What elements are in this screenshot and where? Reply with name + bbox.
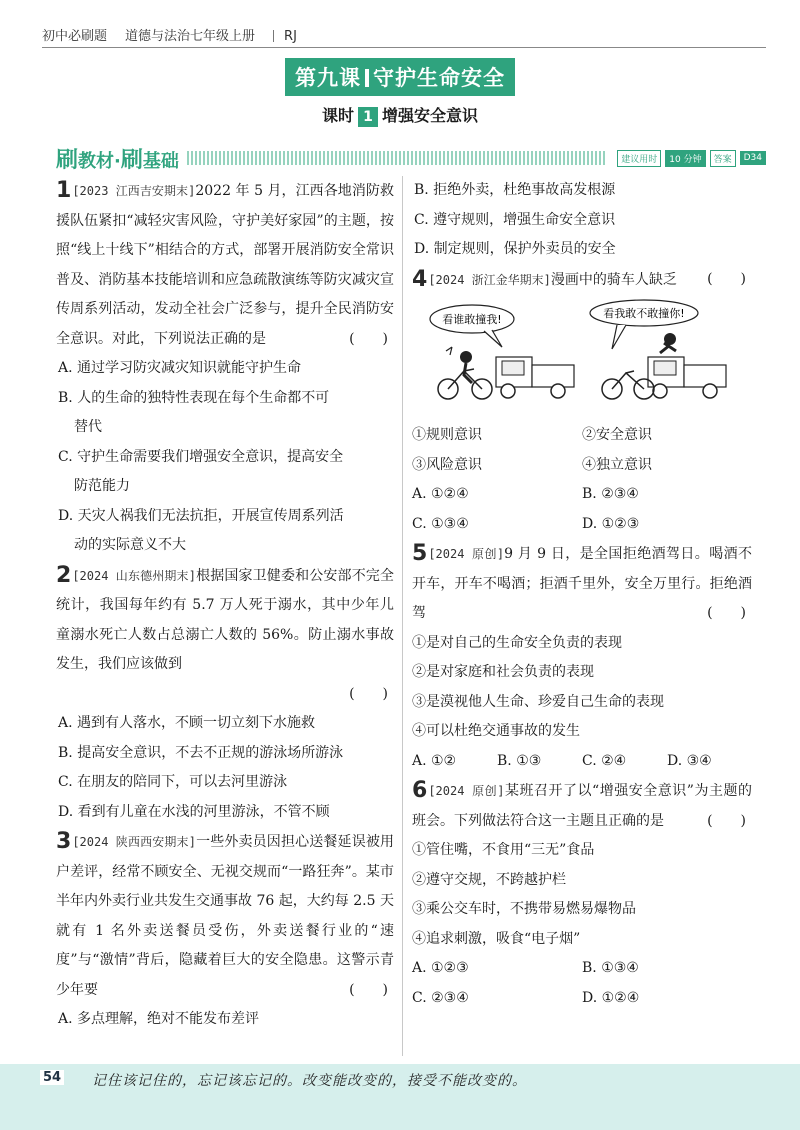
question-6-stem	[412, 776, 752, 836]
answer-page: D34	[740, 151, 766, 165]
period-number: 1	[358, 107, 378, 127]
question-text: 2022 年 5 月，江西各地消防救援队伍紧扣“减轻灾害风险，守护美好家园”的主题，按照“线上十线下”相结合的方式，部署开展消防安全常识普及、消防基本技能培训和应急疏散演练等防灾减灾宣传周系列活动，发动全社会广泛参与，提升全民消防安全意识。对此，下列说法正确的是	[56, 183, 394, 347]
period-title-text: 增强安全意识	[382, 106, 479, 125]
section-label-4: 基础	[142, 150, 179, 172]
statement-1: ①是对自己的生命安全负责的表现	[412, 634, 622, 651]
statement-1: ①规则意识	[412, 427, 482, 443]
question-number: 6	[412, 778, 428, 803]
option-c[interactable]: C. ②④	[582, 752, 627, 769]
question-text: 一些外卖员因担心送餐延误被用户差评，经常不顾安全、无视交规而“一路狂奔”。某市半年内外卖行业共发生交通事故 76 起，大约每 2.5 天就有 1 名外卖送餐员受伤，外卖送餐行业的“速度”与“激情”背后，隐藏着巨大的安全隐患。这警示青少年要	[56, 834, 394, 998]
question-source: [2024 原创]	[428, 547, 505, 561]
question-source: [2024 浙江金华期末]	[428, 272, 551, 287]
section-label-1: 刷	[56, 147, 79, 173]
option-d[interactable]: D. 天灾人祸我们无法抗拒，开展宣传周系列活	[58, 507, 344, 524]
question-text: 根据国家卫健委和公安部不完全统计，我国每年约有 5.7 万人死于溺水，其中少年儿童溺水死亡人数占总溺亡人数的 56%。防止溺水事故发生，我们应该做到	[56, 567, 394, 672]
answer-blank[interactable]: ( )	[707, 605, 746, 621]
header-separator	[273, 30, 274, 42]
question-3-continued	[412, 176, 752, 265]
answer-blank[interactable]: ( )	[707, 812, 746, 829]
comic-illustration	[412, 299, 752, 419]
statement-row-2	[412, 451, 752, 481]
option-row-2	[412, 510, 752, 540]
right-column	[412, 176, 752, 1013]
time-label: 建议用时	[617, 150, 661, 167]
statement-3: ③乘公交车时，不携带易燃易爆物品	[412, 901, 636, 917]
left-column	[56, 176, 394, 1035]
option-c[interactable]: C. 守护生命需要我们增强安全意识，提高安全	[58, 448, 344, 465]
question-source: [2024 陕西西安期末]	[72, 835, 196, 849]
answer-blank[interactable]: ( )	[707, 270, 746, 287]
section-dotted-rule	[187, 151, 605, 165]
speech-bubble-1-text: 看谁敢撞我!	[442, 313, 502, 326]
section-label-3: 刷	[120, 147, 143, 173]
question-text: 漫画中的骑车人缺乏	[550, 271, 677, 288]
question-source: [2023 江西吉安期末]	[72, 184, 196, 198]
answer-blank[interactable]: ( )	[349, 685, 388, 702]
option-d[interactable]: D. 看到有儿童在水浅的河里游泳，不管不顾	[58, 803, 330, 820]
lesson-title-box	[285, 58, 515, 96]
option-a[interactable]: A. 遇到有人落水，不顾一切立刻下水施救	[58, 715, 316, 731]
option-a[interactable]: A. 多点理解，绝对不能发布差评	[58, 1011, 260, 1027]
option-d[interactable]: D. ①②③	[582, 515, 640, 532]
footer-motto: 记住该记住的，忘记该忘记的。改变能改变的，接受不能改变的。	[92, 1073, 527, 1089]
edition-label: RJ	[284, 29, 297, 44]
statement-2: ②遵守交规，不跨越护栏	[412, 871, 566, 888]
option-row-1	[412, 954, 752, 984]
statement-3: ③是漠视他人生命、珍爱自己生命的表现	[412, 693, 664, 710]
statement-4: ④可以杜绝交通事故的发生	[412, 723, 580, 739]
option-b[interactable]: B. ①③	[497, 752, 542, 769]
option-a[interactable]: A. ①②④	[412, 486, 469, 502]
lesson-title	[0, 58, 800, 96]
statement-1: ①管住嘴，不食用“三无”食品	[412, 842, 595, 858]
question-4	[412, 265, 752, 540]
speech-bubble-1-tail	[484, 330, 502, 347]
option-c-cont: 防范能力	[74, 478, 130, 494]
question-number: 4	[412, 266, 428, 292]
section-label-dot: ·	[114, 150, 121, 172]
statement-3: ③风险意识	[412, 456, 482, 473]
statement-4: ④追求刺激，吸食“电子烟”	[412, 930, 581, 947]
question-3-stem	[56, 827, 394, 1005]
comic-svg	[412, 299, 752, 419]
option-a[interactable]: A. ①②	[412, 752, 457, 769]
speech-bubble-2-tail	[612, 325, 626, 349]
question-4-stem	[412, 265, 752, 296]
statement-2: ②是对家庭和社会负责的表现	[412, 664, 594, 680]
question-5	[412, 539, 752, 776]
question-source: [2024 山东德州期末]	[72, 568, 196, 583]
question-number: 2	[56, 562, 72, 588]
option-d-cont: 动的实际意义不大	[74, 537, 186, 553]
question-5-stem	[412, 539, 752, 629]
period-title	[0, 103, 800, 127]
question-number: 1	[56, 178, 72, 203]
option-c[interactable]: C. 遵守规则，增强生命安全意识	[414, 211, 616, 228]
question-2	[56, 561, 394, 828]
section-bar	[56, 146, 766, 173]
question-6	[412, 776, 752, 1013]
book-name: 初中必刷题	[42, 29, 108, 44]
question-3	[56, 827, 394, 1035]
question-source: [2024 原创]	[428, 784, 505, 798]
statement-2: ②安全意识	[582, 427, 652, 443]
page-footer	[0, 1064, 800, 1130]
option-b-cont: 替代	[74, 419, 102, 435]
option-a[interactable]: A. ①②③	[412, 960, 469, 976]
option-row-2	[412, 984, 752, 1014]
answer-blank[interactable]: ( )	[349, 981, 388, 998]
title-bar-decoration	[365, 69, 369, 87]
subject-name: 道德与法治七年级上册	[125, 29, 256, 44]
option-d[interactable]: D. ③④	[667, 752, 712, 769]
option-c[interactable]: C. ①③④	[412, 515, 469, 532]
page-number-text: 54	[40, 1070, 64, 1085]
answer-label: 答案	[710, 150, 736, 167]
period-prefix: 课时	[321, 106, 354, 125]
page-number	[40, 1070, 64, 1085]
option-d[interactable]: D. 制定规则，保护外卖员的安全	[414, 241, 616, 257]
column-divider	[402, 176, 403, 1056]
question-text: 9 月 9 日，是全国拒绝酒驾日。喝酒不开车，开车不喝酒；拒酒千里外，安全万里行。拒绝酒驾	[412, 546, 752, 621]
option-b[interactable]: B. ②③④	[582, 486, 639, 502]
question-text: 某班召开了以“增强安全意识”为主题的班会。下列做法符合这一主题且正确的是	[412, 783, 752, 829]
time-value: 10 分钟	[665, 150, 705, 167]
question-number: 5	[412, 541, 428, 566]
section-label-2: 教材	[78, 150, 115, 172]
question-2-stem	[56, 561, 394, 680]
question-1	[56, 176, 394, 561]
page-header	[42, 26, 766, 48]
option-row	[412, 747, 752, 777]
section-label	[56, 143, 179, 174]
option-row-1	[412, 480, 752, 510]
chapter-title: 守护生命安全	[373, 66, 505, 90]
answer-blank[interactable]: ( )	[349, 330, 388, 347]
option-b[interactable]: B. 拒绝外卖，杜绝事故高发根源	[414, 182, 616, 198]
option-b[interactable]: B. ①③④	[582, 960, 639, 976]
option-d[interactable]: D. ①②④	[582, 989, 640, 1006]
statement-4: ④独立意识	[582, 456, 652, 473]
option-b[interactable]: B. 人的生命的独特性表现在每个生命都不可	[58, 389, 330, 406]
chapter-label: 第九课	[295, 66, 361, 90]
comic-scene-1	[438, 347, 574, 399]
option-c[interactable]: C. 在朋友的陪同下，可以去河里游泳	[58, 774, 288, 790]
answer-blank-row	[56, 680, 394, 710]
speech-bubble-2-text: 看我敢不敢撞你!	[603, 307, 685, 320]
option-a[interactable]: A. 通过学习防灾减灾知识就能守护生命	[58, 360, 302, 376]
question-number: 3	[56, 829, 72, 854]
option-b[interactable]: B. 提高安全意识，不去不正规的游泳场所游泳	[58, 744, 344, 761]
statement-row-1	[412, 421, 752, 451]
question-1-stem	[56, 176, 394, 354]
comic-scene-2	[602, 333, 726, 399]
option-c[interactable]: C. ②③④	[412, 989, 469, 1006]
